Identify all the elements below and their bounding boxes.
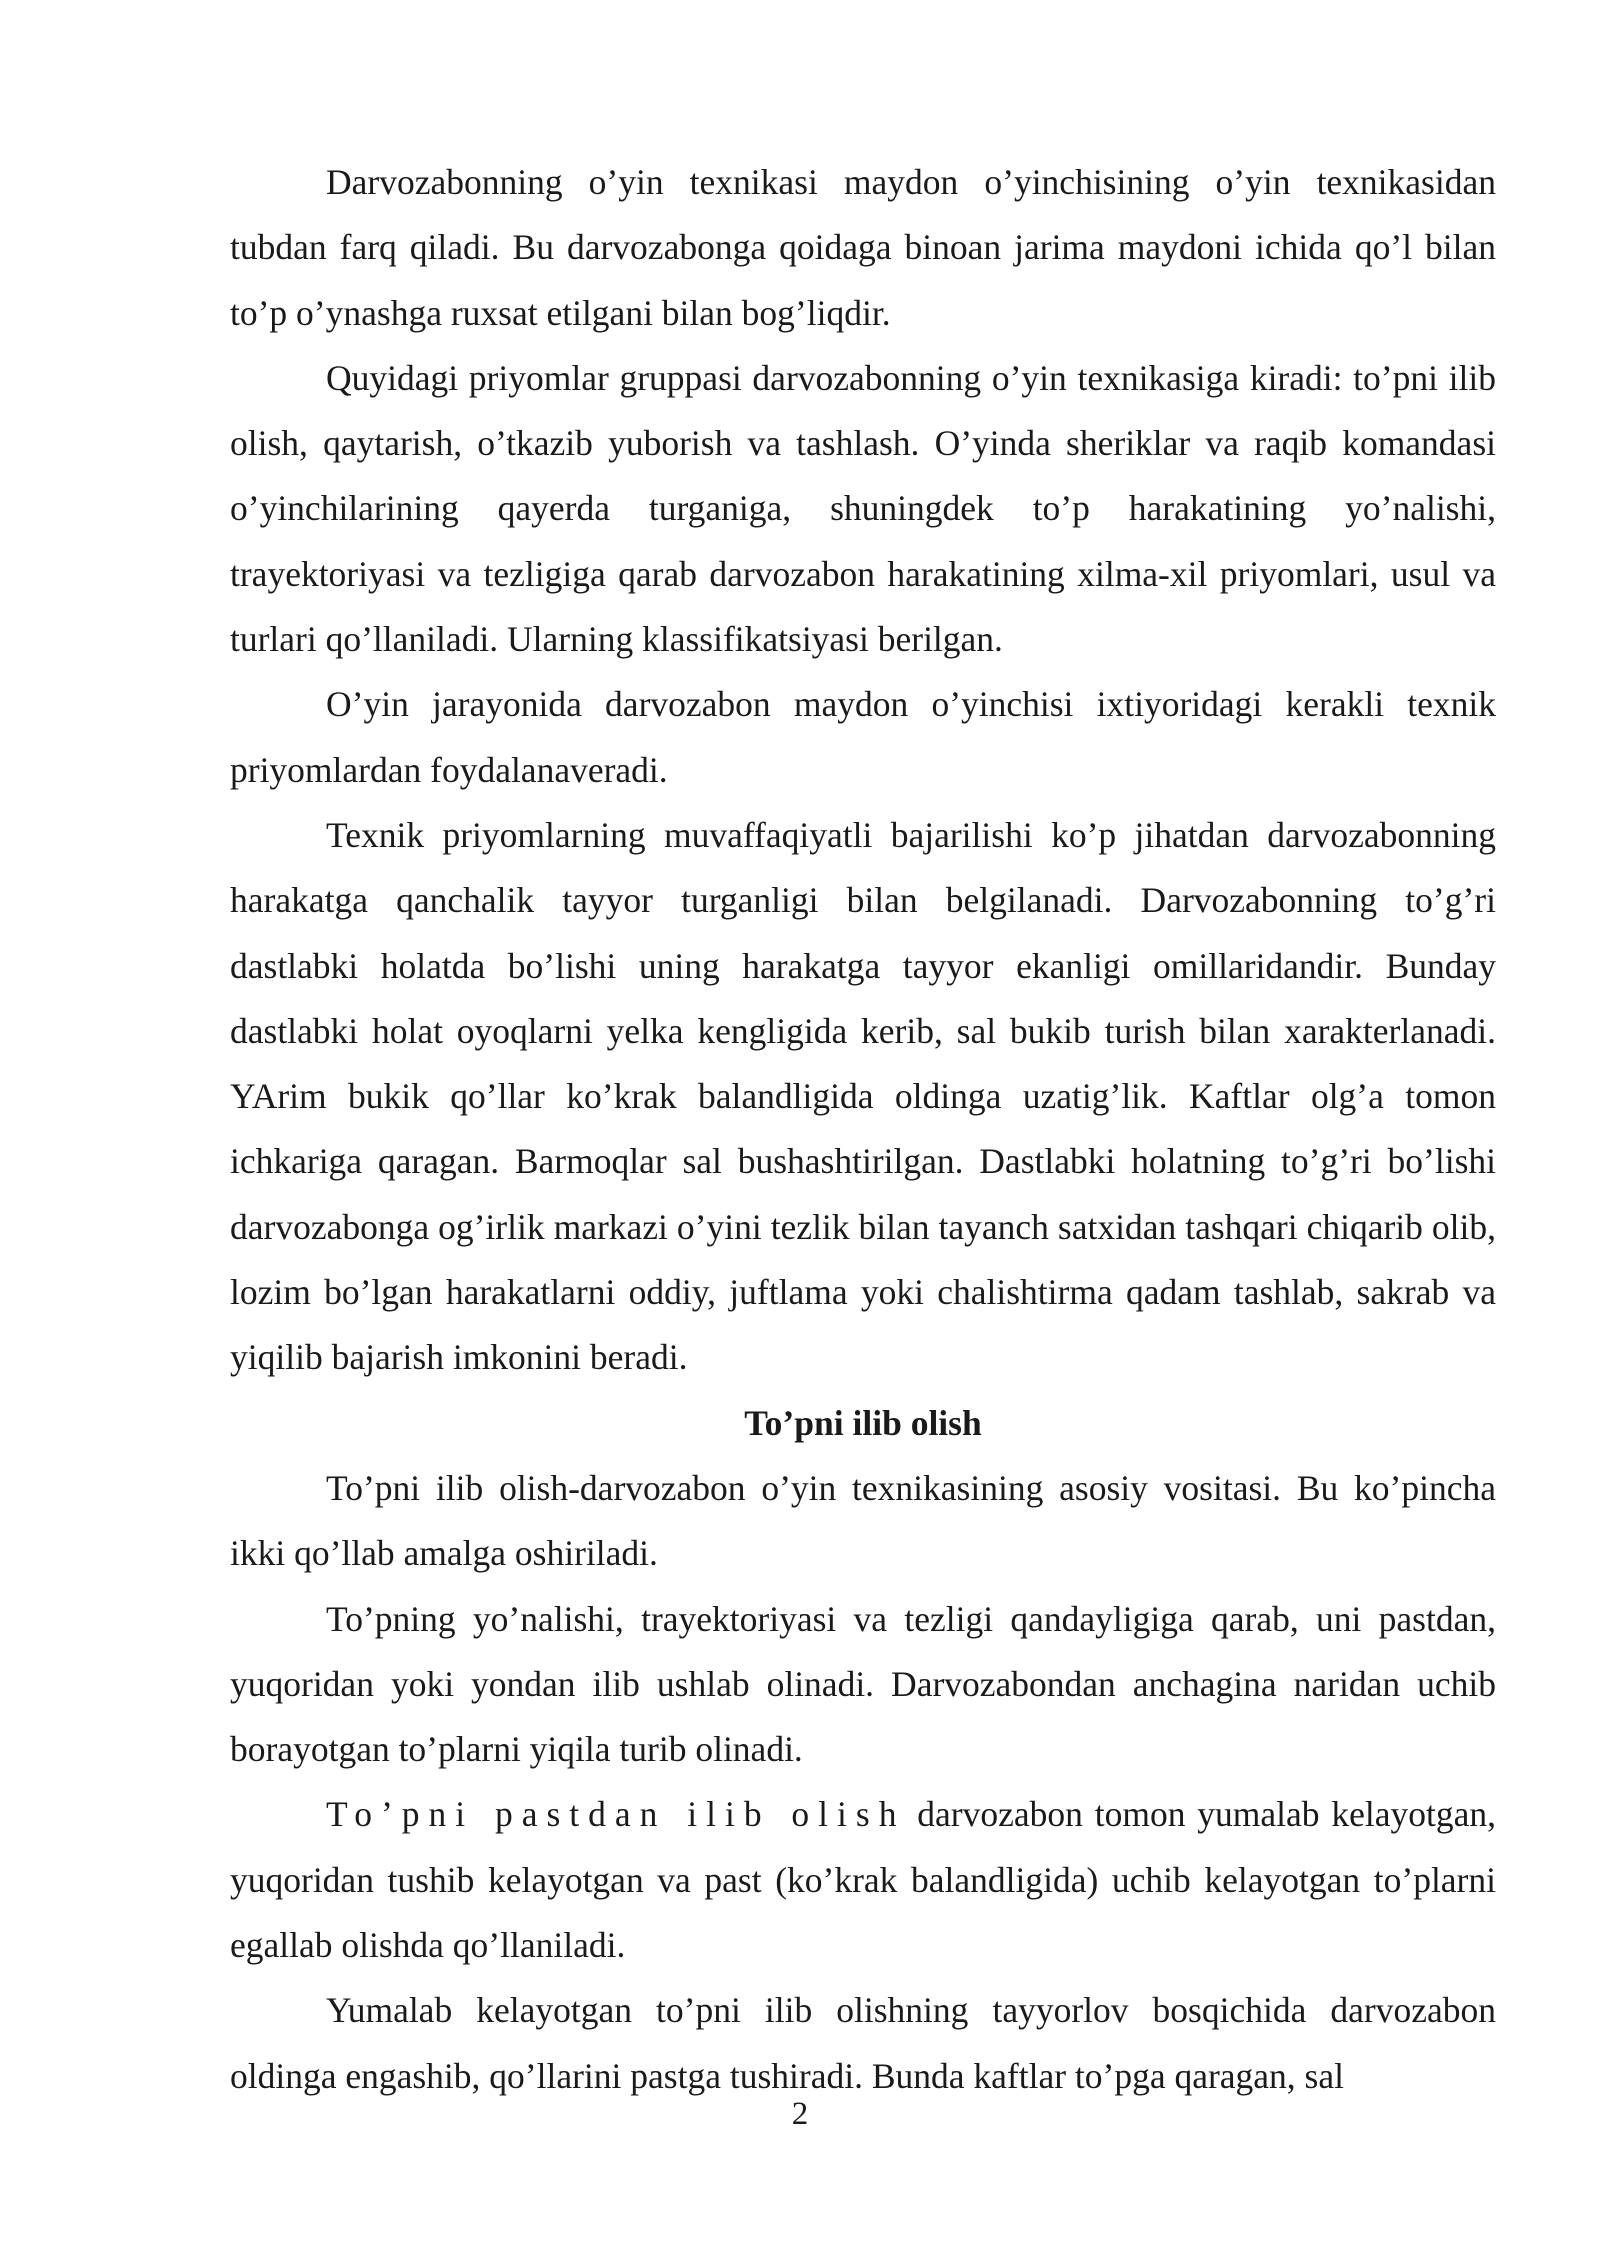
document-page [230,150,1496,2109]
paragraph-5: To’pni ilib olish-darvozabon o’yin texnikasining asosiy vositasi. Bu ko’pincha ikki qo’llab amalga oshiriladi. [230,1467,1496,1574]
spaced-term: To’pni pastdan ilib olish [326,1794,906,1835]
section-heading: To’pni ilib olish [744,1402,982,1443]
paragraph-4: Texnik priyomlarning muvaffaqiyatli bajarilishi ko’p jihatdan darvozabonning harakatga qanchalik tayyor turganligi bilan belgilanadi. Darvozabonning to’g’ri dastlabki holatda bo’lishi uning harakatga tayyor ekanligi omillaridandir. Bunday dastlabki holat oyoqlarni yelka kengligida kerib, sal bukib turish bilan xarakterlanadi. YArim bukik qo’llar ko’krak balandligida oldinga uzatig’lik. Kaftlar olg’a tomon ichkariga qaragan. Barmoqlar sal bushashtirilgan. Dastlabki holatning to’g’ri bo’lishi darvozabonga og’irlik markazi o’yini tezlik bilan tayanch satxidan tashqari chiqarib olib, lozim bo’lgan harakatlarni oddiy, juftlama yoki chalishtirma qadam tashlab, sakrab va yiqilib bajarish imkonini beradi. [230,814,1496,1378]
paragraph-7 [230,1782,1496,1978]
paragraph-1: Darvozabonning o’yin texnikasi maydon o’yinchisining o’yin texnikasidan tubdan farq qiladi. Bu darvozabonga qoidaga binoan jarima maydoni ichida qo’l bilan to’p o’ynashga ruxsat etilgani bilan bog’liqdir. [230,162,1496,333]
paragraph-2: Quyidagi priyomlar gruppasi darvozabonning o’yin texnikasiga kiradi: to’pni ilib olish, qaytarish, o’tkazib yuborish va tashlash. O’yinda sheriklar va raqib komandasi o’yinchilarining qayerda turganiga, shuningdek to’p harakatining yo’nalishi, trayektoriyasi va tezligiga qarab darvozabon harakatining xilma-xil priyomlari, usul va turlari qo’llaniladi. Ularning klassifikatsiyasi berilgan. [230,357,1496,660]
paragraph-6: To’pning yo’nalishi, trayektoriyasi va tezligi qandayligiga qarab, uni pastdan, yuqoridan yoki yondan ilib ushlab olinadi. Darvozabondan anchagina naridan uchib borayotgan to’plarni yiqila turib olinadi. [230,1598,1496,1770]
paragraph-8: Yumalab kelayotgan to’pni ilib olishning tayyorlov bosqichida darvozabon oldinga engashib, qo’llarini pastga tushiradi. Bunda kaftlar to’pga qaragan, sal [230,1990,1496,2096]
paragraph-7-rest: darvozabon tomon yumalab kelayotgan, yuqoridan tushib kelayotgan va past (ko’krak balandligida) uchib kelayotgan to’plarni egallab olishda qo’llaniladi. [230,1794,1496,1966]
paragraph-3: O’yin jarayonida darvozabon maydon o’yinchisi ixtiyoridagi kerakli texnik priyomlardan foydalanaveradi. [230,684,1496,790]
page-number: 2 [791,2096,809,2132]
